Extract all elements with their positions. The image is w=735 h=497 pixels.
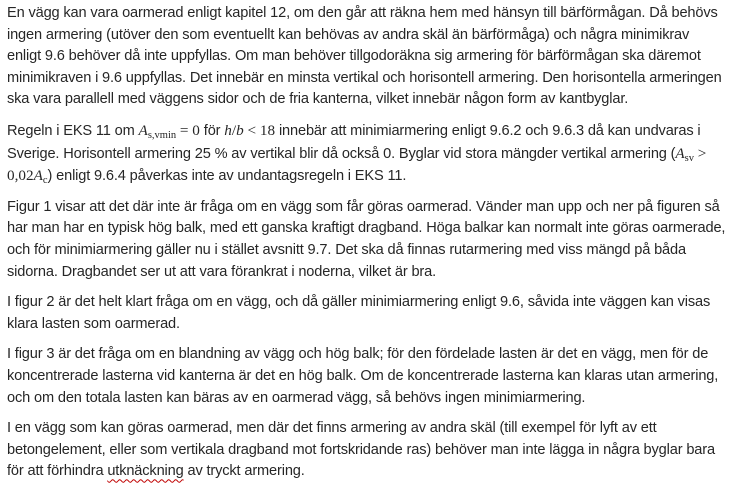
text-run: Regeln i EKS 11 om [7, 122, 139, 139]
math-variable: b [236, 121, 244, 139]
math-subscript: sv [684, 152, 694, 164]
text-run: En vägg kan vara oarmerad enligt kapitel 12, om den går att räkna hem med hänsyn till bärförmågan. Då behövs ingen armering (utöver den som eventuellt kan behövas av andra skäl än bärförmåga) och några minimikrav enligt 9.6 behöver då inte uppfyllas. Om man behöver tillgodoräkna sig armering för bärförmågan ska däremot minimikraven i 9.6 uppfyllas. Det innebär en minsta vertikal och horisontell armering. Den horisontella armeringen ska vara parallell med väggens sidor och de fria kanterna, vilket innebär någon form av kantbyglar. [7, 5, 722, 108]
text-run: Figur 1 visar att det där inte är fråga om en vägg som får göras oarmerad. Vänder man upp och ner på figuren så har man har en typisk hög balk, med ett ganska kraftigt dragband. Höga balkar kan normalt inte göras oarmerade, och för minimiarmering gäller nu i stället avsnitt 9.7. Det ska då finnas rutarmering med viss mängd på båda sidorna. Dragbandet ser ut att vara förankrat i noderna, vilket är bra. [7, 198, 726, 280]
math-variable: A [138, 121, 148, 139]
math-subscript: s,vmin [147, 129, 177, 141]
math-variable: h [224, 121, 232, 139]
text-run: I figur 2 är det helt klart fråga om en vägg, och då gäller minimiarmering enligt 9.6, såvida inte väggen kan visas klara lasten som oarmerad. [7, 294, 711, 332]
text-run: ) enligt 9.6.4 påverkas inte av undantagsregeln i EKS 11. [47, 168, 407, 185]
paragraph [7, 197, 727, 283]
paragraph [7, 3, 727, 111]
math-subscript: c [42, 175, 48, 187]
text-run: I en vägg som kan göras oarmerad, men där det finns armering av andra skäl (till exempel för lyft av ett betongelement, eller som vertikala dragband mot fortskridande ras) behöver man inte lägga in några byglar bara för att förhindra [7, 420, 715, 480]
misspelled-word: utknäckning [107, 463, 184, 480]
text-run: innebär att minimiarmering enligt 9.6.2 och 9.6.3 då kan undvaras i Sverige. Horisontell armering 25 % av vertikal blir då också 0. Byglar vid stora mängder vertikal armering ( [7, 122, 701, 162]
math-operator: < 18 [243, 121, 276, 139]
math-variable: A [33, 167, 43, 185]
math-operator: / [231, 121, 237, 139]
paragraph [7, 120, 727, 188]
paragraph [7, 292, 727, 335]
math-operator: = 0 [176, 121, 200, 139]
math-operator: > 0,02 [7, 144, 707, 185]
text-run: för [199, 122, 225, 139]
paragraph [7, 418, 727, 483]
text-run: av tryckt armering. [183, 463, 305, 480]
paragraph [7, 344, 727, 409]
text-run: I figur 3 är det fråga om en blandning av vägg och hög balk; för den fördelade lasten är det en vägg, men för de koncentrerade lasterna vid kanterna är det en hög balk. Om de koncentrerade lasterna kan klaras utan armering, och om den totala lasten kan bäras av en oarmerad vägg, så behövs ingen minimiarmering. [7, 346, 719, 406]
math-variable: A [675, 144, 685, 162]
